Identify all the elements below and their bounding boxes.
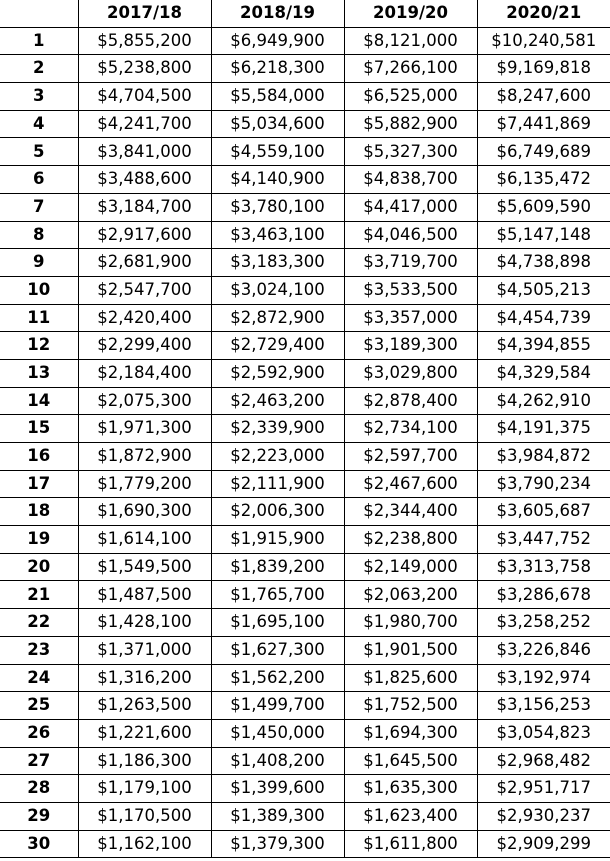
table-row [0, 276, 610, 304]
salary-cell: $2,872,900 [211, 304, 344, 332]
salary-cell: $1,765,700 [211, 581, 344, 609]
salary-cell: $6,525,000 [344, 83, 477, 111]
salary-cell: $3,533,500 [344, 276, 477, 304]
salary-cell: $1,635,300 [344, 775, 477, 803]
salary-cell: $2,951,717 [477, 775, 610, 803]
salary-cell: $2,223,000 [211, 443, 344, 471]
salary-cell: $2,149,000 [344, 553, 477, 581]
salary-cell: $9,169,818 [477, 55, 610, 83]
table-row [0, 359, 610, 387]
salary-cell: $2,681,900 [78, 249, 211, 277]
table-row [0, 498, 610, 526]
salary-cell: $1,371,000 [78, 636, 211, 664]
salary-cell: $3,984,872 [477, 443, 610, 471]
table-row [0, 775, 610, 803]
table-row [0, 387, 610, 415]
salary-cell: $3,780,100 [211, 193, 344, 221]
salary-cell: $5,882,900 [344, 110, 477, 138]
table-row [0, 27, 610, 55]
salary-cell: $1,779,200 [78, 470, 211, 498]
salary-cell: $1,971,300 [78, 415, 211, 443]
salary-cell: $1,611,800 [344, 830, 477, 858]
salary-cell: $3,841,000 [78, 138, 211, 166]
salary-cell: $4,505,213 [477, 276, 610, 304]
salary-cell: $6,135,472 [477, 166, 610, 194]
salary-cell: $6,218,300 [211, 55, 344, 83]
salary-cell: $5,238,800 [78, 55, 211, 83]
salary-cell: $2,547,700 [78, 276, 211, 304]
salary-cell: $2,063,200 [344, 581, 477, 609]
salary-cell: $5,609,590 [477, 193, 610, 221]
table-row [0, 609, 610, 637]
salary-cell: $2,463,200 [211, 387, 344, 415]
pick-number-cell: 2 [0, 55, 78, 83]
salary-cell: $1,221,600 [78, 719, 211, 747]
salary-cell: $1,170,500 [78, 802, 211, 830]
salary-cell: $3,226,846 [477, 636, 610, 664]
salary-cell: $2,339,900 [211, 415, 344, 443]
pick-number-cell: 27 [0, 747, 78, 775]
salary-cell: $1,450,000 [211, 719, 344, 747]
salary-cell: $6,749,689 [477, 138, 610, 166]
salary-cell: $1,499,700 [211, 692, 344, 720]
salary-cell: $2,734,100 [344, 415, 477, 443]
pick-number-cell: 30 [0, 830, 78, 858]
salary-cell: $1,186,300 [78, 747, 211, 775]
salary-cell: $8,121,000 [344, 27, 477, 55]
salary-cell: $3,054,823 [477, 719, 610, 747]
salary-cell: $5,584,000 [211, 83, 344, 111]
salary-cell: $2,238,800 [344, 526, 477, 554]
pick-number-cell: 12 [0, 332, 78, 360]
salary-cell: $1,399,600 [211, 775, 344, 803]
salary-cell: $1,915,900 [211, 526, 344, 554]
pick-number-cell: 8 [0, 221, 78, 249]
salary-cell: $4,559,100 [211, 138, 344, 166]
table-row [0, 719, 610, 747]
column-header-season: 2020/21 [477, 0, 610, 27]
salary-cell: $1,428,100 [78, 609, 211, 637]
salary-cell: $1,562,200 [211, 664, 344, 692]
pick-number-cell: 1 [0, 27, 78, 55]
salary-cell: $1,695,100 [211, 609, 344, 637]
table-row [0, 83, 610, 111]
salary-cell: $1,316,200 [78, 664, 211, 692]
salary-cell: $1,825,600 [344, 664, 477, 692]
pick-number-cell: 29 [0, 802, 78, 830]
pick-number-cell: 22 [0, 609, 78, 637]
table-row [0, 221, 610, 249]
pick-number-cell: 4 [0, 110, 78, 138]
table-row [0, 802, 610, 830]
salary-cell: $3,192,974 [477, 664, 610, 692]
salary-cell: $1,694,300 [344, 719, 477, 747]
salary-cell: $2,597,700 [344, 443, 477, 471]
salary-cell: $6,949,900 [211, 27, 344, 55]
pick-number-cell: 28 [0, 775, 78, 803]
pick-number-cell: 6 [0, 166, 78, 194]
salary-cell: $1,408,200 [211, 747, 344, 775]
salary-cell: $3,024,100 [211, 276, 344, 304]
salary-cell: $5,327,300 [344, 138, 477, 166]
table-row [0, 249, 610, 277]
salary-cell: $5,855,200 [78, 27, 211, 55]
salary-cell: $7,266,100 [344, 55, 477, 83]
salary-cell: $3,184,700 [78, 193, 211, 221]
table-row [0, 55, 610, 83]
salary-cell: $4,454,739 [477, 304, 610, 332]
pick-number-cell: 26 [0, 719, 78, 747]
salary-cell: $1,901,500 [344, 636, 477, 664]
table-row [0, 830, 610, 858]
table-row [0, 553, 610, 581]
column-header-season: 2017/18 [78, 0, 211, 27]
salary-cell: $4,046,500 [344, 221, 477, 249]
pick-number-cell: 3 [0, 83, 78, 111]
table-row [0, 470, 610, 498]
salary-cell: $4,241,700 [78, 110, 211, 138]
header-row [0, 0, 610, 27]
salary-cell: $4,262,910 [477, 387, 610, 415]
table-row [0, 415, 610, 443]
pick-number-cell: 21 [0, 581, 78, 609]
salary-cell: $2,729,400 [211, 332, 344, 360]
salary-cell: $3,258,252 [477, 609, 610, 637]
salary-cell: $3,719,700 [344, 249, 477, 277]
table-row [0, 692, 610, 720]
salary-cell: $3,189,300 [344, 332, 477, 360]
salary-cell: $2,467,600 [344, 470, 477, 498]
pick-number-cell: 17 [0, 470, 78, 498]
salary-cell: $1,263,500 [78, 692, 211, 720]
salary-cell: $5,034,600 [211, 110, 344, 138]
salary-cell: $4,140,900 [211, 166, 344, 194]
pick-number-cell: 7 [0, 193, 78, 221]
salary-cell: $1,645,500 [344, 747, 477, 775]
salary-cell: $2,299,400 [78, 332, 211, 360]
column-header-pick [0, 0, 78, 27]
table-row [0, 581, 610, 609]
salary-cell: $3,286,678 [477, 581, 610, 609]
pick-number-cell: 23 [0, 636, 78, 664]
salary-cell: $1,389,300 [211, 802, 344, 830]
salary-cell: $2,878,400 [344, 387, 477, 415]
salary-cell: $1,627,300 [211, 636, 344, 664]
pick-number-cell: 24 [0, 664, 78, 692]
salary-cell: $2,968,482 [477, 747, 610, 775]
salary-cell: $3,463,100 [211, 221, 344, 249]
table-row [0, 526, 610, 554]
table-row [0, 304, 610, 332]
pick-number-cell: 11 [0, 304, 78, 332]
salary-cell: $3,029,800 [344, 359, 477, 387]
column-header-season: 2019/20 [344, 0, 477, 27]
pick-number-cell: 19 [0, 526, 78, 554]
pick-number-cell: 9 [0, 249, 78, 277]
table-row [0, 193, 610, 221]
salary-cell: $2,917,600 [78, 221, 211, 249]
pick-number-cell: 20 [0, 553, 78, 581]
salary-cell: $2,592,900 [211, 359, 344, 387]
salary-cell: $3,790,234 [477, 470, 610, 498]
salary-cell: $2,930,237 [477, 802, 610, 830]
salary-cell: $2,111,900 [211, 470, 344, 498]
salary-cell: $1,379,300 [211, 830, 344, 858]
table-row [0, 332, 610, 360]
salary-cell: $4,838,700 [344, 166, 477, 194]
salary-cell: $2,344,400 [344, 498, 477, 526]
salary-cell: $2,006,300 [211, 498, 344, 526]
salary-cell: $1,487,500 [78, 581, 211, 609]
table-row [0, 443, 610, 471]
salary-cell: $4,191,375 [477, 415, 610, 443]
salary-cell: $1,690,300 [78, 498, 211, 526]
salary-cell: $7,441,869 [477, 110, 610, 138]
pick-number-cell: 13 [0, 359, 78, 387]
table-row [0, 110, 610, 138]
salary-cell: $1,614,100 [78, 526, 211, 554]
table-body [0, 27, 610, 858]
pick-number-cell: 25 [0, 692, 78, 720]
salary-cell: $3,605,687 [477, 498, 610, 526]
salary-cell: $2,909,299 [477, 830, 610, 858]
salary-cell: $1,752,500 [344, 692, 477, 720]
table-row [0, 138, 610, 166]
salary-cell: $3,313,758 [477, 553, 610, 581]
pick-number-cell: 16 [0, 443, 78, 471]
pick-number-cell: 15 [0, 415, 78, 443]
table-row [0, 664, 610, 692]
table-row [0, 636, 610, 664]
salary-cell: $1,179,100 [78, 775, 211, 803]
salary-cell: $4,704,500 [78, 83, 211, 111]
salary-cell: $1,980,700 [344, 609, 477, 637]
pick-number-cell: 10 [0, 276, 78, 304]
salary-cell: $1,839,200 [211, 553, 344, 581]
salary-cell: $1,162,100 [78, 830, 211, 858]
salary-cell: $4,417,000 [344, 193, 477, 221]
salary-cell: $1,549,500 [78, 553, 211, 581]
table-row [0, 166, 610, 194]
salary-cell: $10,240,581 [477, 27, 610, 55]
pick-number-cell: 5 [0, 138, 78, 166]
salary-cell: $4,329,584 [477, 359, 610, 387]
salary-cell: $1,872,900 [78, 443, 211, 471]
salary-cell: $4,738,898 [477, 249, 610, 277]
salary-cell: $1,623,400 [344, 802, 477, 830]
salary-cell: $4,394,855 [477, 332, 610, 360]
salary-cell: $3,156,253 [477, 692, 610, 720]
salary-cell: $3,357,000 [344, 304, 477, 332]
pick-number-cell: 14 [0, 387, 78, 415]
salary-cell: $5,147,148 [477, 221, 610, 249]
salary-cell: $2,075,300 [78, 387, 211, 415]
column-header-season: 2018/19 [211, 0, 344, 27]
table-row [0, 747, 610, 775]
salary-cell: $8,247,600 [477, 83, 610, 111]
salary-cell: $3,488,600 [78, 166, 211, 194]
salary-cell: $2,184,400 [78, 359, 211, 387]
salary-cell: $3,183,300 [211, 249, 344, 277]
pick-number-cell: 18 [0, 498, 78, 526]
salary-cell: $2,420,400 [78, 304, 211, 332]
salary-cell: $3,447,752 [477, 526, 610, 554]
